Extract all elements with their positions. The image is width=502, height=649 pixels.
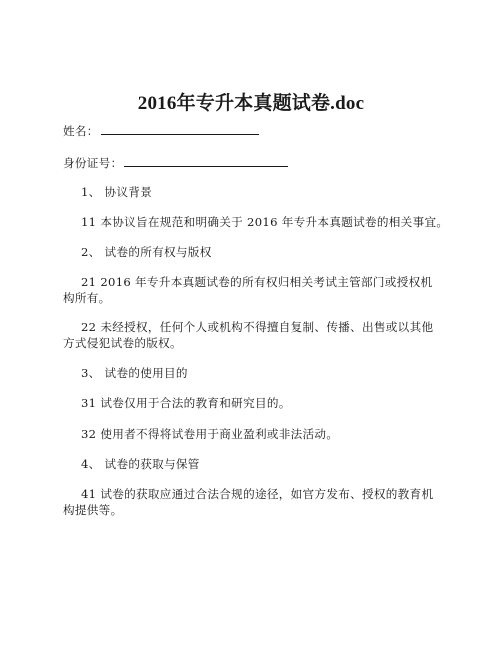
- name-blank-line[interactable]: [101, 124, 259, 135]
- section-2-paragraph-1-line-2: 构所有。: [63, 291, 111, 305]
- section-2-heading: 2、 试卷的所有权与版权: [81, 245, 212, 259]
- name-label: 姓名：: [63, 124, 99, 138]
- id-field: [63, 156, 288, 171]
- document-title: 2016年专升本真题试卷.doc: [137, 93, 365, 114]
- section-4-paragraph-1-line-1: 41 试卷的获取应通过合法合规的途径，如官方发布、授权的教育机: [81, 487, 434, 501]
- section-1-paragraph-1: 11 本协议旨在规范和明确关于 2016 年专升本真题试卷的相关事宜。: [81, 215, 449, 229]
- id-blank-line[interactable]: [124, 156, 288, 167]
- section-2-paragraph-1-line-1: 21 2016 年专升本真题试卷的所有权归相关考试主管部门或授权机: [81, 275, 433, 289]
- section-3-heading: 3、 试卷的使用目的: [81, 366, 188, 380]
- section-3-paragraph-1: 31 试卷仅用于合法的教育和研究目的。: [81, 396, 291, 410]
- section-4-heading: 4、 试卷的获取与保管: [81, 457, 200, 471]
- section-2-paragraph-2-line-1: 22 未经授权，任何个人或机构不得擅自复制、传播、出售或以其他: [81, 320, 434, 334]
- id-label: 身份证号：: [63, 156, 123, 170]
- section-1-heading: 1、 协议背景: [81, 185, 153, 199]
- section-3-paragraph-2: 32 使用者不得将试卷用于商业盈利或非法活动。: [81, 427, 339, 441]
- name-field: [63, 124, 259, 139]
- section-4-paragraph-1-line-2: 构提供等。: [63, 503, 123, 517]
- section-2-paragraph-2-line-2: 方式侵犯试卷的版权。: [63, 336, 182, 350]
